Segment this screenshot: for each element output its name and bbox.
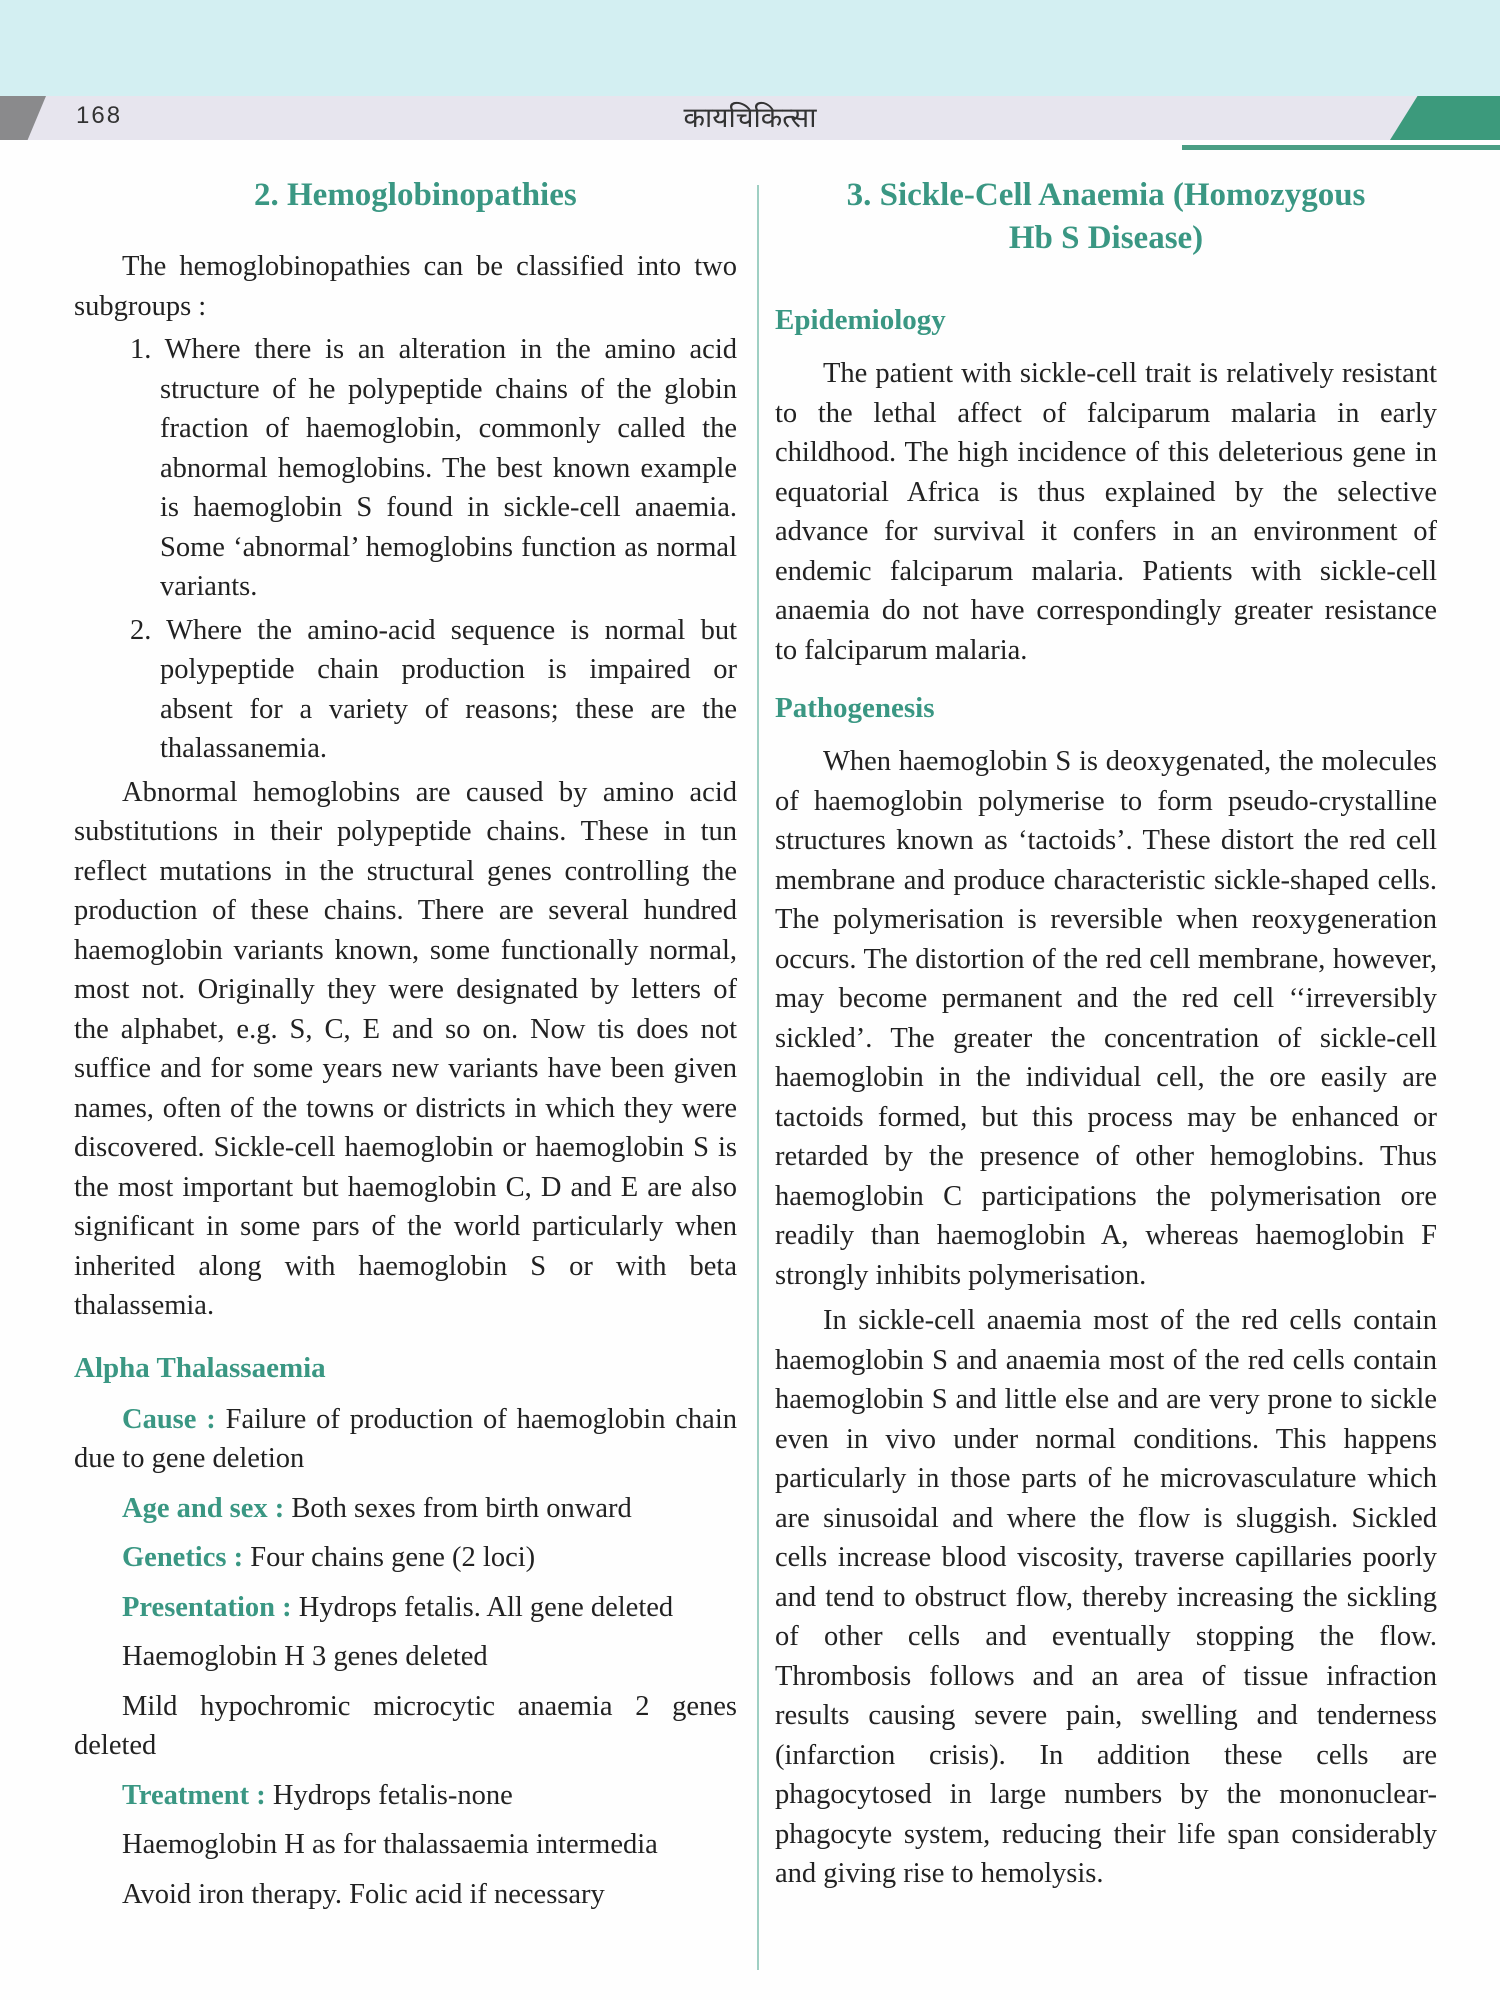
- section-heading: 2. Hemoglobinopathies: [254, 177, 577, 213]
- header-rule: [1182, 145, 1500, 150]
- intro-paragraph: The hemoglobinopathies can be classified into two subgroups :: [74, 251, 737, 322]
- genetics-item: Genetics : Four chains gene (2 loci): [122, 1542, 536, 1573]
- subheading-alpha-thalassaemia: Alpha Thalassaemia: [74, 1351, 326, 1384]
- left-column: [74, 174, 737, 1914]
- presentation-item: Presentation : Hydrops fetalis. All gene deleted: [122, 1591, 674, 1623]
- column-divider: [757, 185, 759, 1970]
- pathogenesis-paragraph-1: When haemoglobin S is deoxygenated, the molecules of haemoglobin polymerise to form pseudo-crystalline structures known as ‘tactoids’. These distort the red cell membrane and produce characteristic sickle-shaped cells. The polymerisation is reversible when reoxygeneration occurs. The distortion of the red cell membrane, however, may become permanent and the red cell ‘‘irreversibly sickled’. The greater the concentration of sickle-cell haemoglobin in the individual cell, the ore easily are tactoids formed, but this process may be enhanced or retarded by the presence of other hemoglobins. Thus haemoglobin C participations the polymerisation ore readily than haemoglobin A, whereas haemoglobin F strongly inhibits polymerisation.: [775, 746, 1437, 1291]
- subheading-epidemiology: Epidemiology: [775, 304, 946, 336]
- presentation-item-3: Mild hypochromic microcytic anaemia 2 genes deleted: [74, 1690, 737, 1761]
- running-title: कायचिकित्सा: [683, 103, 817, 134]
- top-band: [0, 0, 1500, 96]
- section-heading-line-2: Hb S Disease): [1008, 220, 1204, 256]
- presentation-item-2: Haemoglobin H 3 genes deleted: [122, 1641, 488, 1672]
- list-item: 1. Where there is an alteration in the amino acid structure of he polypeptide chains of the globin fraction of haemoglobin, commonly called the abnormal hemoglobins. The best known example is haemoglobin S found in sickle-cell anaemia. Some ‘abnormal’ hemoglobins function as normal variants.: [130, 334, 737, 602]
- treatment-item-3: Avoid iron therapy. Folic acid if necessary: [122, 1878, 605, 1910]
- pathogenesis-paragraph-2: In sickle-cell anaemia most of the red cells contain haemoglobin S and anaemia most of the red cells contain haemoglobin S and little else and are very prone to sickle even in vivo under normal conditions. This happens particularly in those parts of he microvasculature which are sinusoidal and where the flow is sluggish. Sickled cells increase blood viscosity, traverse capillaries poorly and tend to obstruct flow, thereby increasing the sickling of other cells and eventually stopping the flow. Thrombosis follows and an area of tissue infraction results causing severe pain, swelling and tenderness (infarction crisis). In addition these cells are phagocytosed in large numbers by the mononuclear-phagocyte system, reducing their life span considerably and giving rise to hemolysis.: [775, 1305, 1437, 1889]
- subheading-pathogenesis: Pathogenesis: [775, 692, 935, 724]
- epidemiology-paragraph: The patient with sickle-cell trait is relatively resistant to the lethal affect of falciparum malaria in early childhood. The high incidence of this deleterious gene in equatorial Africa is thus explained by the selective advance for survival it confers in an environment of endemic falciparum malaria. Patients with sickle-cell anaemia do not have correspondingly greater resistance to falciparum malaria.: [775, 358, 1437, 666]
- section-heading-line-1: 3. Sickle-Cell Anaemia (Homozygous: [846, 177, 1366, 213]
- list-item: 2. Where the amino-acid sequence is normal but polypeptide chain production is impaired or absent for a variety of reasons; these are the thalassanemia.: [130, 614, 737, 764]
- age-item: Age and sex : Both sexes from birth onward: [122, 1492, 632, 1524]
- page-number: 168: [76, 102, 123, 129]
- right-column: [775, 174, 1437, 1894]
- treatment-item-2: Haemoglobin H as for thalassaemia intermedia: [122, 1829, 658, 1860]
- treatment-item: Treatment : Hydrops fetalis-none: [122, 1779, 513, 1811]
- body-paragraph: Abnormal hemoglobins are caused by amino acid substitutions in their polypeptide chains. These in tun reflect mutations in the structural genes controlling the production of these chains. There are several hundred haemoglobin variants known, some functionally normal, most not. Originally they were designated by letters of the alphabet, e.g. S, C, E and so on. Now tis does not suffice and for some years new variants have been given names, often of the towns or districts in which they were discovered. Sickle-cell haemoglobin or haemoglobin S is the most important but haemoglobin C, D and E are also significant in some pars of the world particularly when inherited along with haemoglobin S or with beta thalassemia.: [74, 776, 737, 1321]
- cause-item: Cause : Failure of production of haemoglobin chain due to gene deletion: [74, 1403, 737, 1474]
